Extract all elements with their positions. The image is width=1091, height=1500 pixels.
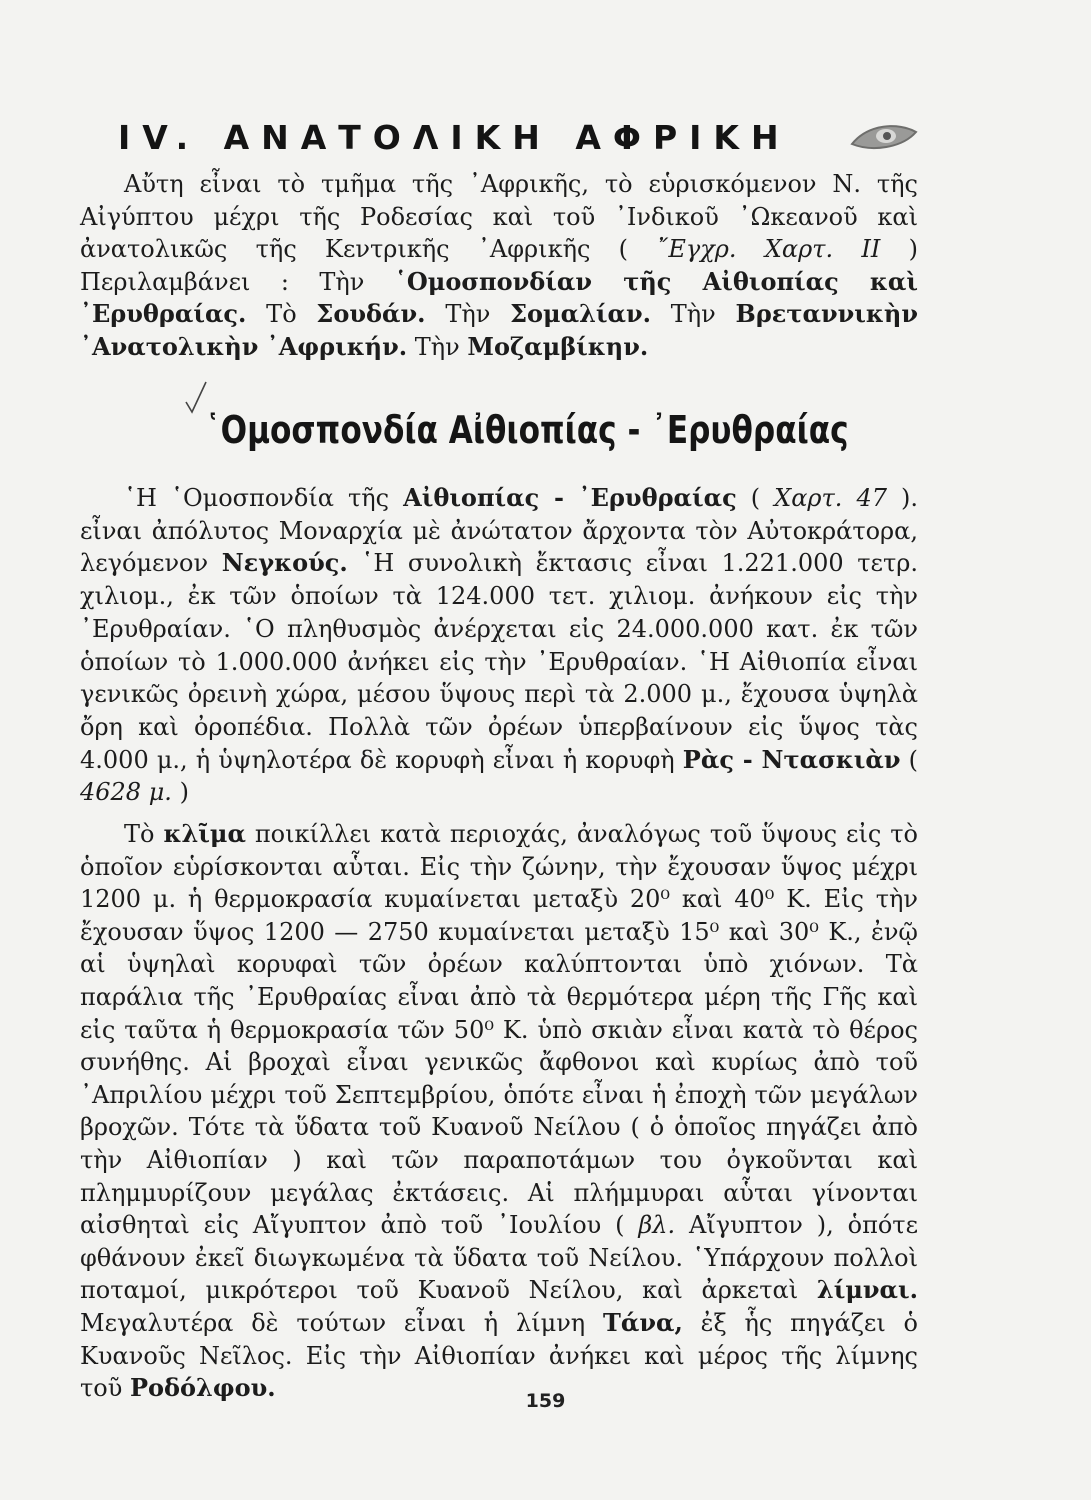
term-federation: ῾Ομοσπονδίαν τῆς Αἰθιοπίας καὶ ᾿Ερυθραίας. (80, 266, 918, 328)
term-sudan: Σουδάν. (316, 299, 426, 328)
intro-text: Αὔτη εἶναι τὸ τμῆμα τῆς ᾿Αφρικῆς, τὸ εὑρισκόμενον Ν. τῆς Αἰγύπτου μέχρι τῆς Ροδεσίας καὶ τοῦ ᾿Ινδικοῦ ᾿Ωκεανοῦ καὶ ἀνατολικῶς τῆς Κεντρικῆς ᾿Αφρικῆς ( (80, 170, 918, 263)
paragraph-text: ῾Η ῾Ομοσπονδία τῆς (124, 484, 404, 512)
paragraph-text: ῾Η συνολικὴ ἔκτασις εἶναι 1.221.000 τετρ. χιλιομ., ἐκ τῶν ὁποίων τὰ 124.000 τετ. χιλιομ. ἀνήκουν εἰς τὴν ᾿Ερυθραίαν. ῾Ο πληθυσμὸς ἀνέρχεται εἰς 24.000.000 κατ. ἐκ τῶν ὁποίων τὸ 1.000.000 ἀνήκει εἰς τὴν ᾿Ερυθραίαν. ῾Η Αἰθιοπία εἶναι γενικῶς ὀρεινὴ χώρα, μέσου ὕψους περὶ τὰ 2.000 μ., ἔχουσα ὑψηλὰ ὄρη καὶ ὀροπέδια. Πολλὰ τῶν ὀρέων ὑπερβαίνουν εἰς ὕψος τὰς 4.000 μ., ἡ ὑψηλοτέρα δὲ κορυφὴ εἶναι ἡ κορυφὴ (80, 549, 918, 774)
paragraph-text: ( (736, 484, 775, 512)
paragraph-text: Μεγαλυτέρα δὲ τούτων εἶναι ἡ λίμνη (80, 1308, 603, 1337)
map-reference: ῎Εγχρ. Χαρτ. ΙΙ (656, 235, 881, 263)
intro-paragraph (80, 168, 918, 363)
paragraph-federation (80, 482, 918, 809)
term-british-east-africa: Βρεταννικὴν ᾿Ανατολικὴν ᾿Αφρικήν. (80, 299, 919, 361)
term-lakes: λίμναι. (816, 1275, 918, 1305)
height-reference: 4628 μ. (80, 778, 172, 807)
paragraph-text: Αἴγυπτον ), ὁπότε φθάνουν ἐκεῖ διωγκωμένα τὰ ὕδατα τοῦ Νείλου. ῾Υπάρχουν πολλοὶ ποταμοί, μικρότεροι τοῦ Κυανοῦ Νείλου, καὶ ἀρκεταὶ (80, 1211, 919, 1305)
intro-text: Τὴν (425, 300, 511, 328)
page-number: 159 (525, 1390, 566, 1412)
term-negus: Νεγκούς. (221, 548, 348, 578)
intro-text: ) Περιλαμβάνει : Τὴν (80, 235, 918, 296)
map-reference: Χαρτ. 47 (774, 484, 887, 512)
intro-text: Τὸ (246, 300, 317, 328)
paragraph-text: ποικίλλει κατὰ περιοχάς, ἀναλόγως τοῦ ὕψους εἰς τὸ ὁποῖον εὑρίσκονται αὗται. Εἰς τὴν ζώνην, τὴν ἔχουσαν ὕψος μέχρι 1200 μ. ἡ θερμοκρασία κυμαίνεται μεταξὺ 20⁰ καὶ 40⁰ Κ. Εἰς τὴν ἔχουσαν ὕψος 1200 — 2750 κυμαίνεται μεταξὺ 15⁰ καὶ 30⁰ Κ., ἐνῷ αἱ ὑψηλαὶ κορυφαὶ τῶν ὀρέων καλύπτονται ὑπὸ χιόνων. Τὰ παράλια τῆς ᾿Ερυθραίας εἶναι ἀπὸ τὰ θερμότερα μέρη τῆς Γῆς καὶ εἰς ταῦτα ἡ θερμοκρασία τῶν 50⁰ Κ. ὑπὸ σκιὰν εἶναι κατὰ τὸ θέρος συνήθης. Αἱ βροχαὶ εἶναι γενικῶς ἄφθονοι καὶ κυρίως ἀπὸ τοῦ ᾿Απριλίου μέχρι τοῦ Σεπτεμβρίου, ὁπότε εἶναι ἡ ἐποχὴ τῶν μεγάλων βροχῶν. Τότε τὰ ὕδατα τοῦ Κυανοῦ Νείλου ( ὁ ὁποῖος πηγάζει ἀπὸ τὴν Αἰθιοπίαν ) καὶ τῶν παραποτάμων του ὀγκοῦνται καὶ πλημμυρίζουν μεγάλας ἐκτάσεις. Αἱ πλήμμυραι αὗται γίνονται αἰσθηταὶ εἰς Αἴγυπτον ἀπὸ τοῦ ᾿Ιουλίου ( (80, 820, 919, 1240)
section-heading: ῾Ομοσπονδία Αἰθιοπίας - ᾿Ερυθραίας (205, 408, 849, 452)
term-somalia: Σομαλίαν. (510, 299, 652, 328)
eye-stamp-icon (850, 118, 920, 154)
term-ras-dashen: Ρὰς - Ντασκιὰν (682, 744, 901, 774)
term-mozambique: Μοζαμβίκην. (467, 331, 649, 361)
see-reference: βλ. (638, 1211, 676, 1240)
term-ethiopia-eritrea: Αἰθιοπίας - ᾿Ερυθραίας (403, 483, 737, 512)
paragraph-text: ). εἶναι ἀπόλυτος Μοναρχία μὲ ἀνώτατον ἄρχοντα τὸν Αὐτοκράτορα, λεγόμενον (80, 484, 918, 578)
intro-text: Τὴν (651, 300, 736, 328)
paragraph-text: ( (900, 745, 918, 774)
chapter-title: IV. ΑΝΑΤΟΛΙΚΗ ΑΦΡΙΚΗ (118, 118, 791, 157)
paragraph-text: ἐξ ἧς πηγάζει ὁ Κυανοῦς Νεῖλος. Εἰς τὴν Αἰθιοπίαν ἀνήκει καὶ μέρος τῆς λίμνης τοῦ (80, 1308, 919, 1403)
paragraph-text: ) (171, 778, 189, 807)
paragraph-text: Τὸ (124, 820, 164, 848)
term-climate: κλῖμα (163, 819, 246, 848)
term-rudolf: Ροδόλφου. (129, 1373, 276, 1403)
term-tana: Τάνα, (603, 1307, 683, 1337)
paragraph-climate (80, 818, 918, 1405)
intro-text: Τὴν (407, 332, 468, 361)
